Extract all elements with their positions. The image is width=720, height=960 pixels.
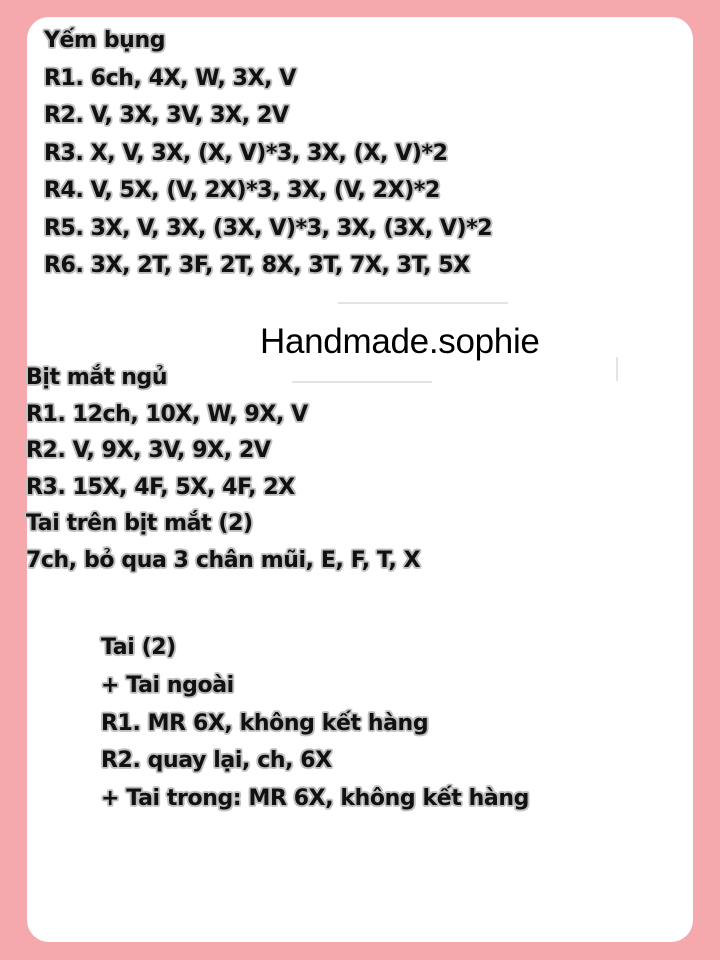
faint-divider [338,302,508,304]
watermark-label: Handmade.sophie [256,312,600,372]
subsection-title: Tai trên bịt mắt (2) [26,511,253,537]
faint-divider [616,357,618,381]
subsection-title: + Tai trong: MR 6X, không kết hàng [101,786,529,812]
section-yem-bung [44,22,492,285]
pattern-row: R2. quay lại, ch, 6X [101,748,332,774]
section-tai [101,629,529,818]
subsection-title: + Tai ngoài [101,672,234,698]
pattern-row: R1. 12ch, 10X, W, 9X, V [26,401,308,427]
pattern-row: R2. V, 3X, 3V, 3X, 2V [44,103,289,128]
section-title: Tai (2) [101,635,176,660]
pattern-row: R3. 15X, 4F, 5X, 4F, 2X [26,474,295,500]
pattern-row: 7ch, bỏ qua 3 chân mũi, E, F, T, X [26,547,421,573]
pattern-row: R2. V, 9X, 3V, 9X, 2V [26,438,271,464]
pattern-row: R5. 3X, V, 3X, (3X, V)*3, 3X, (3X, V)*2 [44,215,493,241]
pattern-row: R6. 3X, 2T, 3F, 2T, 8X, 3T, 7X, 3T, 5X [44,253,470,278]
section-bit-mat-ngu [26,360,420,580]
pattern-row: R1. 6ch, 4X, W, 3X, V [44,65,296,91]
section-title: Bịt mắt ngủ [26,365,168,390]
pattern-row: R3. X, V, 3X, (X, V)*3, 3X, (X, V)*2 [44,140,448,166]
pattern-row: R4. V, 5X, (V, 2X)*3, 3X, (V, 2X)*2 [44,178,440,203]
section-title: Yếm bụng [44,28,166,53]
pattern-row: R1. MR 6X, không kết hàng [101,710,429,736]
